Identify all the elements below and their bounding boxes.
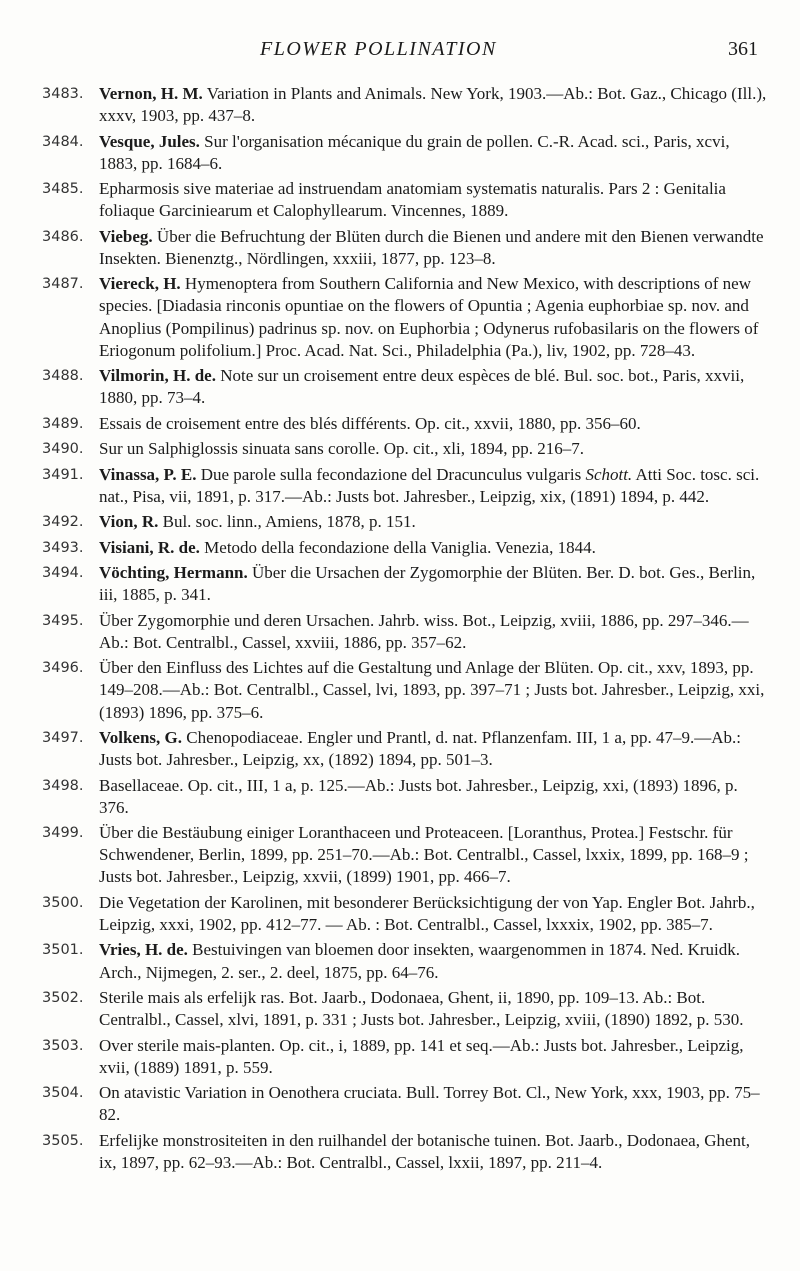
entry-text-continued: Atti Soc. tosc. sci. nat., Pisa, vii, 1891, p. 317.—Ab.: Justs bot. Jahresber., Leipzig, xix, (1891) 1894, p. 442. xyxy=(99,464,760,506)
entry-number: 3487. xyxy=(42,276,84,293)
entry-text: Über die Ursachen der Zygomorphie der Blüten. Ber. D. bot. Ges., Berlin, iii, 1885, p. 341. xyxy=(99,563,756,605)
bibliography-entry xyxy=(42,226,768,270)
entry-author: Vries, H. de. xyxy=(99,940,188,960)
entry-text: Chenopodiaceae. Engler und Prantl, d. nat. Pflanzenfam. III, 1 a, pp. 47–9.—Ab.: Justs bot. Jahresber., Leipzig, xx, (1892) 1894, pp. 501–3. xyxy=(99,728,741,770)
entry-text: Über die Befruchtung der Blüten durch die Bienen und andere mit den Bienen verwandte Insekten. Bienenztg., Nördlingen, xxxiii, 1877, pp. 123–8. xyxy=(99,226,764,268)
bibliography-entry xyxy=(42,365,768,409)
entry-text: Sterile mais als erfelijk ras. Bot. Jaarb., Dodonaea, Ghent, ii, 1890, pp. 109–13. Ab.: Bot. Centralbl., Cassel, xlvi, 1891, p. 331 ; Justs bot. Jahresber., Leipzig, xviii, (1890) 1892, p. 530. xyxy=(99,987,744,1030)
entry-author: Vernon, H. M. xyxy=(99,84,203,103)
page-header xyxy=(0,38,800,74)
entry-number: 3497. xyxy=(42,730,84,746)
entry-text: Metodo della fecondazione della Vaniglia. Venezia, 1844. xyxy=(204,537,596,557)
entry-number: 3489. xyxy=(42,415,84,432)
entry-text: Note sur un croisement entre deux espèces de blé. Bul. soc. bot., Paris, xxvii, 1880, pp. 73–4. xyxy=(99,366,745,408)
bibliography-entry xyxy=(42,413,768,435)
bibliography-entry xyxy=(42,178,768,222)
entry-number: 3486. xyxy=(42,228,84,245)
entry-author: Viebeg. xyxy=(99,226,153,246)
bibliography-entry xyxy=(42,610,768,654)
entry-author: Vesque, Jules. xyxy=(99,131,200,151)
bibliography-entry xyxy=(42,464,768,508)
entry-number: 3495. xyxy=(42,612,84,629)
bibliography-entry xyxy=(42,273,768,361)
entry-number: 3494. xyxy=(42,565,84,582)
entry-number: 3504. xyxy=(42,1085,84,1102)
bibliography-entry xyxy=(42,537,768,559)
bibliography-entry xyxy=(42,939,768,983)
entry-text: Essais de croisement entre des blés différents. Op. cit., xxvii, 1880, pp. 356–60. xyxy=(99,413,641,433)
bibliography-entry xyxy=(42,511,768,533)
bibliography-entry xyxy=(42,822,768,888)
entry-number: 3483. xyxy=(42,86,84,102)
bibliography-entry xyxy=(42,657,768,723)
entry-text: Die Vegetation der Karolinen, mit besonderer Berücksichtigung der von Yap. Engler Bot. Jahrb., Leipzig, xxxi, 1902, pp. 412–77. — Ab. : Bot. Centralbl., Cassel, lxxxix, 1902, pp. 385–7. xyxy=(99,892,755,934)
entry-author: Visiani, R. de. xyxy=(99,537,200,557)
entry-number: 3488. xyxy=(42,368,84,385)
entry-number: 3492. xyxy=(42,514,84,531)
entry-number: 3500. xyxy=(42,894,84,911)
entry-author: Vilmorin, H. de. xyxy=(99,366,216,386)
bibliography-entry xyxy=(42,987,768,1031)
entry-text: Due parole sulla fecondazione del Dracunculus vulgaris xyxy=(200,464,582,484)
entry-author: Vinassa, P. E. xyxy=(99,464,197,484)
bibliography-entry xyxy=(42,131,768,175)
entry-text: Epharmosis sive materiae ad instruendam anatomiam systematis naturalis. Pars 2 : Genitalia foliaque Garciniearum et Calophyllearum. Vincennes, 1889. xyxy=(99,179,726,221)
bibliography-entry xyxy=(42,1130,768,1174)
entry-italic-text: Schott. xyxy=(585,464,633,484)
bibliography-entry xyxy=(42,1035,768,1079)
entry-number: 3499. xyxy=(42,825,84,842)
bibliography-entry xyxy=(42,83,768,127)
entry-text: On atavistic Variation in Oenothera cruciata. Bull. Torrey Bot. Cl., New York, xxx, 1903, pp. 75–82. xyxy=(99,1083,760,1125)
entry-text: Variation in Plants and Animals. New York, 1903.—Ab.: Bot. Gaz., Chicago (Ill.), xxxv, 1903, pp. 437–8. xyxy=(99,84,767,126)
entry-number: 3501. xyxy=(42,942,84,959)
entry-text: Über die Bestäubung einiger Loranthaceen und Proteaceen. [Loranthus, Protea.] Festschr. für Schwendener, Berlin, 1899, pp. 251–70.—Ab.: Bot. Centralbl., Cassel, lxxix, 1899, pp. 168–9 ; Justs bot. Jahresber., Leipzig, xxvii, (1899) 1901, pp. 466–7. xyxy=(99,823,749,887)
entry-text: Bul. soc. linn., Amiens, 1878, p. 151. xyxy=(162,512,416,532)
entry-text: Hymenoptera from Southern California and New Mexico, with descriptions of new species. [Diadasia rinconis opuntiae on the flowers of Opuntia ; Agenia euphorbiae sp. nov. and Anoplius (Pompilinus) padrinus sp. nov. on Euphorbia ; Odynerus rufobasilaris on the flowers of Eriogonum polifolium.] Proc. Acad. Nat. Sci., Philadelphia (Pa.), liv, 1902, pp. 728–43. xyxy=(99,274,759,360)
entry-text: Over sterile mais-planten. Op. cit., i, 1889, pp. 141 et seq.—Ab.: Justs bot. Jahresber., Leipzig, xvii, (1889) 1891, p. 559. xyxy=(99,1035,744,1077)
bibliography-entry xyxy=(42,892,768,936)
entry-number: 3493. xyxy=(42,539,84,556)
bibliography-list xyxy=(42,83,768,1177)
entry-author: Viereck, H. xyxy=(99,274,181,294)
entry-text: Sur un Salphiglossis sinuata sans corolle. Op. cit., xli, 1894, pp. 216–7. xyxy=(99,439,584,459)
entry-number: 3484. xyxy=(42,133,84,150)
entry-number: 3498. xyxy=(42,777,84,794)
page-number: 361 xyxy=(728,38,758,60)
entry-number: 3503. xyxy=(42,1037,84,1054)
entry-author: Vion, R. xyxy=(99,512,159,532)
running-title: FLOWER POLLINATION xyxy=(260,38,497,60)
bibliography-entry xyxy=(42,1082,768,1126)
entry-number: 3485. xyxy=(42,181,84,198)
bibliography-entry xyxy=(42,727,768,771)
entry-text: Basellaceae. Op. cit., III, 1 a, p. 125.—Ab.: Justs bot. Jahresber., Leipzig, xxi, (1893) 1896, p. 376. xyxy=(99,775,738,817)
entry-author: Vöchting, Hermann. xyxy=(99,563,248,583)
entry-number: 3491. xyxy=(42,466,84,483)
entry-text: Bestuivingen van bloemen door insekten, waargenommen in 1874. Ned. Kruidk. Arch., Nijmegen, 2. ser., 2. deel, 1875, pp. 64–76. xyxy=(99,940,740,982)
entry-number: 3496. xyxy=(42,660,84,677)
entry-text: Sur l'organisation mécanique du grain de pollen. C.-R. Acad. sci., Paris, xcvi, 1883, pp. 1684–6. xyxy=(99,131,730,173)
entry-author: Volkens, G. xyxy=(99,728,182,747)
bibliography-entry xyxy=(42,562,768,606)
entry-number: 3505. xyxy=(42,1132,84,1149)
entry-number: 3490. xyxy=(42,441,84,458)
bibliography-entry xyxy=(42,775,768,819)
entry-text: Über den Einfluss des Lichtes auf die Gestaltung und Anlage der Blüten. Op. cit., xxv, 1893, pp. 149–208.—Ab.: Bot. Centralbl., Cassel, lvi, 1893, pp. 397–71 ; Justs bot. Jahresber., Leipzig, xxi, (1893) 1896, pp. 375–6. xyxy=(99,658,765,722)
entry-text: Erfelijke monstrositeiten in den ruilhandel der botanische tuinen. Bot. Jaarb., Dodonaea, Ghent, ix, 1897, pp. 62–93.—Ab.: Bot. Centralbl., Cassel, lxxii, 1897, pp. 211–4. xyxy=(99,1130,751,1172)
entry-text: Über Zygomorphie und deren Ursachen. Jahrb. wiss. Bot., Leipzig, xviii, 1886, pp. 297–346.—Ab.: Bot. Centralbl., Cassel, xxviii, 1886, pp. 357–62. xyxy=(99,610,749,652)
bibliography-entry xyxy=(42,438,768,460)
entry-number: 3502. xyxy=(42,989,84,1006)
